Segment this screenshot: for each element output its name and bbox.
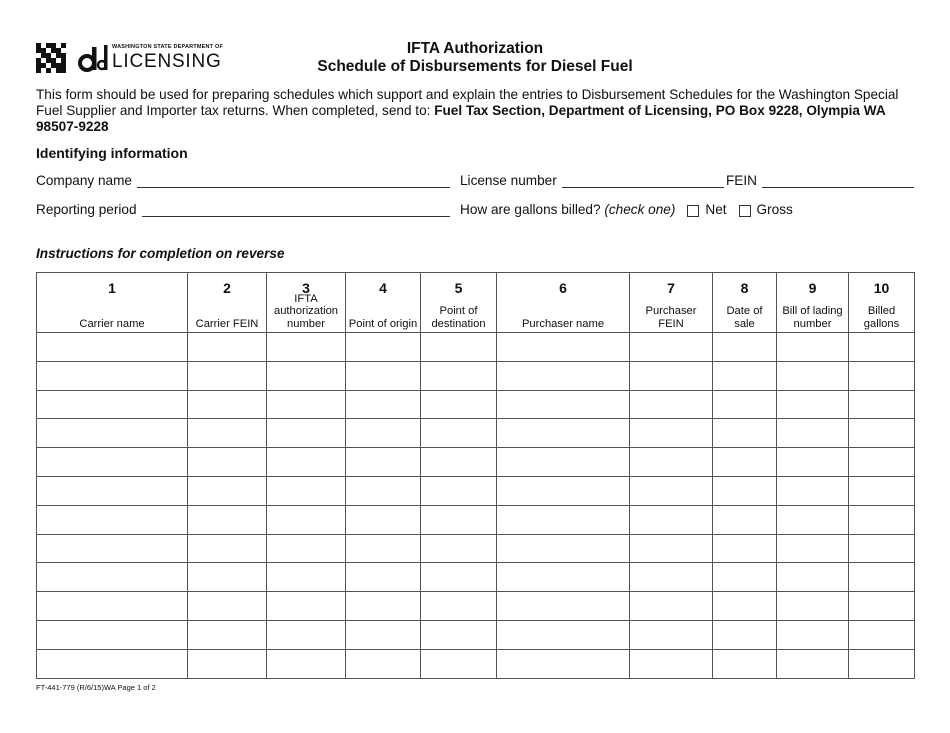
entry-cell[interactable] xyxy=(421,534,497,563)
entry-cell[interactable] xyxy=(37,476,188,505)
entry-cell[interactable] xyxy=(713,505,777,534)
entry-cell[interactable] xyxy=(849,448,915,477)
entry-cell[interactable] xyxy=(346,649,421,678)
col-label: Billed gallons xyxy=(863,305,900,330)
entry-cell[interactable] xyxy=(37,563,188,592)
entry-cell[interactable] xyxy=(713,333,777,362)
entry-cell[interactable] xyxy=(497,592,630,621)
form-title xyxy=(0,40,950,76)
entry-cell[interactable] xyxy=(346,534,421,563)
entry-cell[interactable] xyxy=(346,333,421,362)
entry-cell[interactable] xyxy=(421,448,497,477)
table-row xyxy=(37,505,915,534)
col-header xyxy=(37,273,188,333)
entry-cell[interactable] xyxy=(267,448,346,477)
entry-cell[interactable] xyxy=(849,333,915,362)
company-name-label: Company name xyxy=(36,173,132,188)
entry-cell[interactable] xyxy=(630,620,713,649)
col-label: Purchaser name xyxy=(521,317,605,330)
entry-cell[interactable] xyxy=(497,476,630,505)
table-row xyxy=(37,390,915,419)
col-number: 2 xyxy=(223,280,231,296)
col-label: IFTA authorization number xyxy=(273,292,339,330)
entry-cell[interactable] xyxy=(849,534,915,563)
entry-cell[interactable] xyxy=(421,390,497,419)
entry-cell[interactable] xyxy=(497,620,630,649)
col-number: 4 xyxy=(379,280,387,296)
license-number-row xyxy=(460,173,724,188)
gallons-billed-label: How are gallons billed? xyxy=(460,202,601,217)
entry-cell[interactable] xyxy=(188,333,267,362)
table-header-row xyxy=(37,273,915,333)
reporting-period-row xyxy=(36,202,450,217)
fein-row xyxy=(726,173,914,188)
entry-cell[interactable] xyxy=(37,592,188,621)
table-row xyxy=(37,448,915,477)
entry-cell[interactable] xyxy=(421,505,497,534)
entry-cell[interactable] xyxy=(849,649,915,678)
entry-cell[interactable] xyxy=(188,534,267,563)
entry-cell[interactable] xyxy=(777,361,849,390)
entry-cell[interactable] xyxy=(777,448,849,477)
entry-cell[interactable] xyxy=(777,563,849,592)
entry-cell[interactable] xyxy=(713,361,777,390)
table-row xyxy=(37,361,915,390)
col-header xyxy=(188,273,267,333)
col-header xyxy=(421,273,497,333)
entry-cell[interactable] xyxy=(421,476,497,505)
entry-cell[interactable] xyxy=(37,505,188,534)
entry-cell[interactable] xyxy=(267,390,346,419)
entry-cell[interactable] xyxy=(713,620,777,649)
entry-cell[interactable] xyxy=(497,390,630,419)
entry-cell[interactable] xyxy=(777,592,849,621)
col-label: Carrier FEIN xyxy=(195,317,259,330)
entry-cell[interactable] xyxy=(849,390,915,419)
disbursement-table xyxy=(36,272,915,679)
net-checkbox[interactable] xyxy=(687,205,699,217)
entry-cell[interactable] xyxy=(188,592,267,621)
entry-cell[interactable] xyxy=(849,419,915,448)
entry-cell[interactable] xyxy=(777,649,849,678)
entry-cell[interactable] xyxy=(267,505,346,534)
entry-cell[interactable] xyxy=(630,476,713,505)
entry-cell[interactable] xyxy=(37,390,188,419)
entry-cell[interactable] xyxy=(630,419,713,448)
col-header xyxy=(630,273,713,333)
entry-cell[interactable] xyxy=(421,592,497,621)
entry-cell[interactable] xyxy=(849,361,915,390)
table-row xyxy=(37,592,915,621)
form-id-footer: FT-441-779 (R/6/15)WA Page 1 of 2 xyxy=(36,683,156,692)
entry-cell[interactable] xyxy=(713,649,777,678)
entry-cell[interactable] xyxy=(346,390,421,419)
check-one-hint: (check one) xyxy=(604,202,676,217)
entry-cell[interactable] xyxy=(188,476,267,505)
entry-cell[interactable] xyxy=(37,419,188,448)
entry-cell[interactable] xyxy=(849,563,915,592)
entry-cell[interactable] xyxy=(630,448,713,477)
section-heading: Identifying information xyxy=(36,145,188,161)
table-row xyxy=(37,333,915,362)
net-label: Net xyxy=(705,202,727,217)
entry-cell[interactable] xyxy=(497,534,630,563)
entry-cell[interactable] xyxy=(630,534,713,563)
col-number: 1 xyxy=(108,280,116,296)
reporting-period-field[interactable] xyxy=(142,203,450,217)
entry-cell[interactable] xyxy=(777,390,849,419)
entry-cell[interactable] xyxy=(849,476,915,505)
mailing-address: Fuel Tax Section, Department of Licensing, PO Box 9228, Olympia WA 98507-9228 xyxy=(36,103,886,134)
entry-cell[interactable] xyxy=(188,505,267,534)
title-line-1: IFTA Authorization xyxy=(406,40,544,57)
entry-cell[interactable] xyxy=(188,620,267,649)
col-header xyxy=(497,273,630,333)
entry-cell[interactable] xyxy=(713,448,777,477)
entry-cell[interactable] xyxy=(37,333,188,362)
entry-cell[interactable] xyxy=(267,534,346,563)
entry-cell[interactable] xyxy=(421,419,497,448)
entry-cell[interactable] xyxy=(421,649,497,678)
entry-cell[interactable] xyxy=(346,448,421,477)
title-line-2: Schedule of Disbursements for Diesel Fuel xyxy=(317,58,633,75)
reporting-period-label: Reporting period xyxy=(36,202,137,217)
col-label: Bill of lading number xyxy=(782,305,843,330)
col-label: Date of sale xyxy=(726,305,763,330)
intro-paragraph xyxy=(36,87,916,135)
entry-cell[interactable] xyxy=(777,534,849,563)
entry-cell[interactable] xyxy=(188,649,267,678)
agency-line: WASHINGTON STATE DEPARTMENT OF xyxy=(112,44,224,51)
entry-cell[interactable] xyxy=(267,476,346,505)
col-number: 5 xyxy=(454,280,463,296)
entry-cell[interactable] xyxy=(346,476,421,505)
entry-cell[interactable] xyxy=(188,390,267,419)
col-number: 10 xyxy=(873,280,890,296)
license-number-field[interactable] xyxy=(562,174,724,188)
entry-cell[interactable] xyxy=(37,361,188,390)
company-name-field[interactable] xyxy=(137,174,450,188)
entry-cell[interactable] xyxy=(267,592,346,621)
table-row xyxy=(37,620,915,649)
col-header xyxy=(267,273,346,333)
entry-cell[interactable] xyxy=(346,563,421,592)
table-row xyxy=(37,476,915,505)
fein-label: FEIN xyxy=(726,173,757,188)
entry-cell[interactable] xyxy=(777,419,849,448)
table-row xyxy=(37,563,915,592)
col-label: Point of origin xyxy=(348,317,418,330)
entry-cell[interactable] xyxy=(777,476,849,505)
col-header xyxy=(777,273,849,333)
entry-cell[interactable] xyxy=(421,333,497,362)
table-row xyxy=(37,534,915,563)
fein-field[interactable] xyxy=(762,174,914,188)
entry-cell[interactable] xyxy=(849,505,915,534)
intro-text: This form should be used for preparing schedules which support and explain the entries to Disbursement Schedules for the Washington Special Fuel Supplier and Importer tax returns. When completed, send to: xyxy=(36,87,899,118)
entry-cell[interactable] xyxy=(267,620,346,649)
instructions-note: Instructions for completion on reverse xyxy=(36,246,285,261)
col-label: Purchaser FEIN xyxy=(645,305,697,330)
entry-cell[interactable] xyxy=(37,448,188,477)
entry-cell[interactable] xyxy=(777,505,849,534)
entry-cell[interactable] xyxy=(849,620,915,649)
entry-cell[interactable] xyxy=(630,505,713,534)
entry-cell[interactable] xyxy=(37,649,188,678)
entry-cell[interactable] xyxy=(713,534,777,563)
entry-cell[interactable] xyxy=(497,563,630,592)
entry-cell[interactable] xyxy=(37,534,188,563)
entry-cell[interactable] xyxy=(630,649,713,678)
col-number: 3 xyxy=(302,280,310,296)
entry-cell[interactable] xyxy=(346,592,421,621)
entry-cell[interactable] xyxy=(267,563,346,592)
entry-cell[interactable] xyxy=(713,592,777,621)
entry-cell[interactable] xyxy=(713,563,777,592)
entry-cell[interactable] xyxy=(267,333,346,362)
entry-cell[interactable] xyxy=(346,620,421,649)
entry-cell[interactable] xyxy=(849,592,915,621)
gross-label: Gross xyxy=(756,202,793,217)
entry-cell[interactable] xyxy=(267,419,346,448)
entry-cell[interactable] xyxy=(346,505,421,534)
entry-cell[interactable] xyxy=(713,390,777,419)
entry-cell[interactable] xyxy=(37,620,188,649)
col-number: 6 xyxy=(559,280,567,296)
entry-cell[interactable] xyxy=(630,361,713,390)
gallons-billed-row xyxy=(460,202,793,217)
entry-cell[interactable] xyxy=(777,620,849,649)
entry-cell[interactable] xyxy=(188,448,267,477)
entry-cell[interactable] xyxy=(497,361,630,390)
entry-cell[interactable] xyxy=(267,649,346,678)
table-row xyxy=(37,649,915,678)
entry-cell[interactable] xyxy=(188,361,267,390)
entry-cell[interactable] xyxy=(630,592,713,621)
entry-cell[interactable] xyxy=(188,419,267,448)
entry-cell[interactable] xyxy=(713,419,777,448)
entry-cell[interactable] xyxy=(630,563,713,592)
entry-cell[interactable] xyxy=(421,563,497,592)
entry-cell[interactable] xyxy=(267,361,346,390)
entry-cell[interactable] xyxy=(713,476,777,505)
col-number: 8 xyxy=(740,280,749,296)
col-number: 7 xyxy=(667,280,675,296)
col-header xyxy=(713,273,777,333)
entry-cell[interactable] xyxy=(497,419,630,448)
agency-name: LICENSING xyxy=(112,50,222,72)
col-number: 9 xyxy=(808,280,817,296)
col-label: Carrier name xyxy=(79,317,145,330)
entry-cell[interactable] xyxy=(630,333,713,362)
entry-cell[interactable] xyxy=(777,333,849,362)
entry-cell[interactable] xyxy=(346,361,421,390)
entry-cell[interactable] xyxy=(630,390,713,419)
table-row xyxy=(37,419,915,448)
col-header xyxy=(346,273,421,333)
company-name-row xyxy=(36,173,450,188)
gross-checkbox[interactable] xyxy=(739,205,751,217)
entry-cell[interactable] xyxy=(497,333,630,362)
entry-cell[interactable] xyxy=(497,505,630,534)
license-number-label: License number xyxy=(460,173,557,188)
entry-cell[interactable] xyxy=(421,620,497,649)
entry-cell[interactable] xyxy=(497,649,630,678)
col-header xyxy=(849,273,915,333)
entry-cell[interactable] xyxy=(188,563,267,592)
entry-cell[interactable] xyxy=(346,419,421,448)
entry-cell[interactable] xyxy=(421,361,497,390)
col-label: Point of destination xyxy=(431,305,486,330)
entry-cell[interactable] xyxy=(497,448,630,477)
